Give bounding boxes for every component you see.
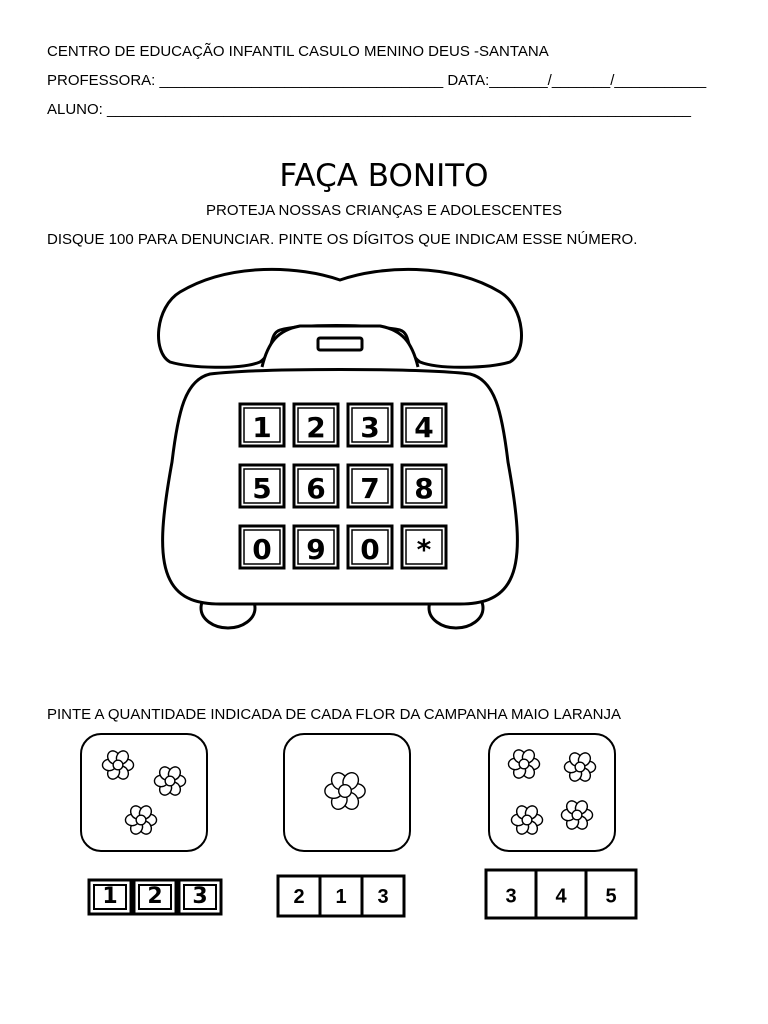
keypad-digit: 2 [306, 411, 326, 444]
keypad-digit: 0 [360, 533, 380, 566]
keypad-digit: 1 [252, 411, 272, 444]
option-number: 5 [605, 885, 617, 908]
keypad-key [402, 404, 446, 446]
keypad-digit: 5 [252, 472, 272, 505]
keypad-key [294, 404, 338, 446]
keypad-digit: 6 [306, 472, 326, 505]
keypad-key [402, 526, 446, 568]
student-line: ALUNO: ______________________________________________________________________ [47, 101, 691, 118]
instruction-phone: DISQUE 100 PARA DENUNCIAR. PINTE OS DÍGITOS QUE INDICAM ESSE NÚMERO. [47, 231, 638, 248]
answer-option[interactable] [586, 870, 636, 918]
keypad-digit: 9 [306, 533, 326, 566]
flower-exercises [0, 728, 768, 928]
keypad-key [402, 465, 446, 507]
option-number: 2 [293, 886, 305, 909]
keypad-digit: 7 [360, 472, 380, 505]
flower-box [489, 734, 615, 851]
keypad-digit: * [416, 533, 432, 566]
answer-option[interactable] [89, 880, 131, 914]
keypad-key [240, 526, 284, 568]
option-number: 4 [555, 885, 567, 908]
exercise-1 [81, 734, 221, 914]
answer-option[interactable] [179, 880, 221, 914]
keypad-digit: 3 [360, 411, 380, 444]
exercise-2 [278, 734, 410, 916]
telephone-illustration [150, 262, 530, 634]
keypad-digit: 4 [414, 411, 434, 444]
page-title: FAÇA BONITO [279, 158, 489, 194]
keypad-digit: 8 [414, 472, 434, 505]
answer-option[interactable] [362, 876, 404, 916]
keypad-key [348, 526, 392, 568]
teacher-date-line: PROFESSORA: __________________________________ DATA:_______/_______/___________ [47, 72, 707, 89]
option-number: 3 [192, 884, 208, 910]
answer-option[interactable] [278, 876, 320, 916]
answer-option[interactable] [134, 880, 176, 914]
option-number: 1 [102, 884, 118, 910]
option-number: 3 [505, 885, 517, 908]
keypad-key [294, 465, 338, 507]
school-name: CENTRO DE EDUCAÇÃO INFANTIL CASULO MENINO DEUS -SANTANA [47, 43, 549, 60]
keypad-key [294, 526, 338, 568]
page-subtitle: PROTEJA NOSSAS CRIANÇAS E ADOLESCENTES [206, 202, 562, 219]
keypad-key [240, 465, 284, 507]
keypad-key [240, 404, 284, 446]
instruction-flowers: PINTE A QUANTIDADE INDICADA DE CADA FLOR DA CAMPANHA MAIO LARANJA [47, 706, 622, 723]
option-number: 1 [335, 886, 347, 909]
option-number: 2 [147, 884, 163, 910]
option-number: 3 [377, 886, 389, 909]
answer-option[interactable] [486, 870, 536, 918]
keypad-key [348, 465, 392, 507]
keypad-digit: 0 [252, 533, 272, 566]
answer-option[interactable] [320, 876, 362, 916]
exercise-3 [486, 734, 636, 918]
keypad-key [348, 404, 392, 446]
answer-option[interactable] [536, 870, 586, 918]
